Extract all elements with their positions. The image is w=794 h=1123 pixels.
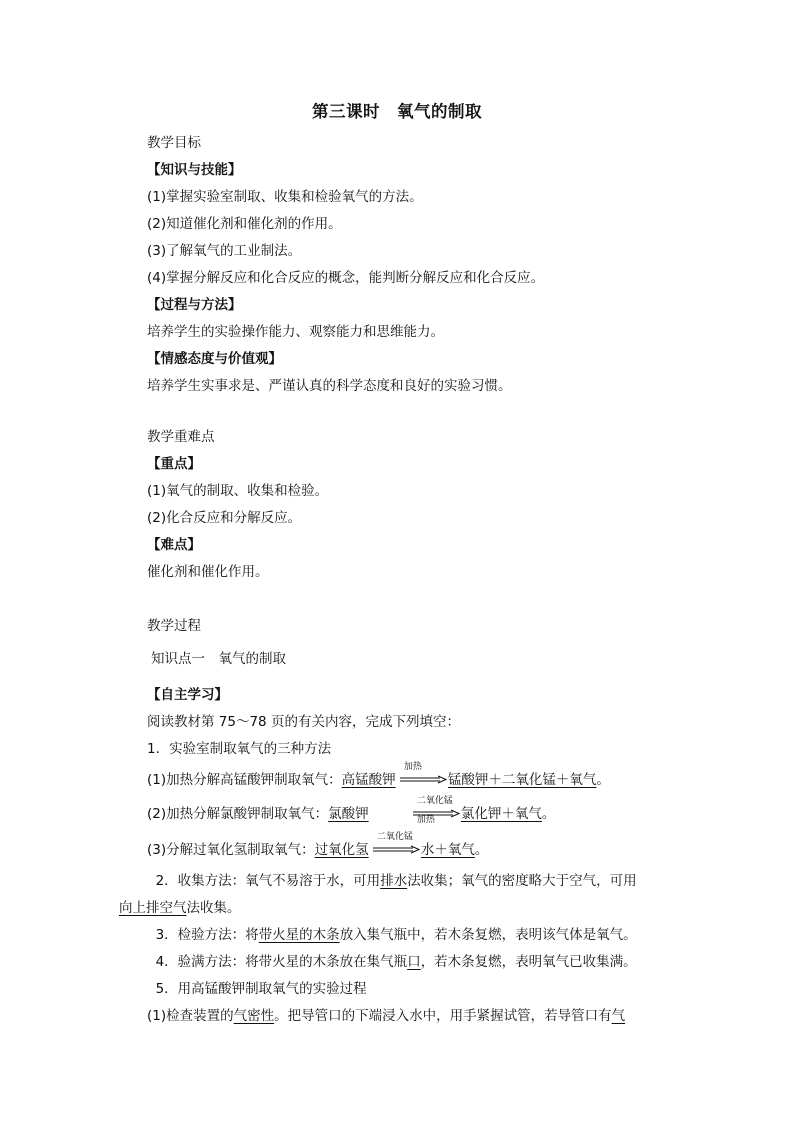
full-text-b: ，若木条复燃，表明氧气已收集满。 (420, 954, 637, 970)
knowledge-item-2: (2)知道催化剂和催化剂的作用。 (147, 216, 342, 232)
airtight-blank-1: 气密性 (233, 1008, 275, 1024)
section-heading-process: 教学过程 (147, 618, 201, 634)
method-3-products: 水＋氧气 (420, 842, 475, 858)
method-3-line (147, 832, 489, 859)
airtight-blank-2: 气 (611, 1008, 626, 1024)
method-2-reactant: 氯酸钾 (328, 806, 369, 822)
collection-text-a: 2．收集方法：氧气不易溶于水，可用 (155, 873, 381, 889)
reading-instruction: 阅读教材第 75～78 页的有关内容，完成下列填空： (147, 714, 460, 730)
full-text-a: 4．验满方法：将带火星的木条放在集气瓶 (155, 954, 408, 970)
heading-process: 【过程与方法】 (147, 297, 242, 313)
arrow-icon (373, 845, 421, 855)
arrow-2-condition-top: 二氧化锰 (416, 796, 453, 806)
test-blank: 带火星的木条 (258, 927, 340, 943)
method-2-line (147, 796, 556, 825)
collection-blank-2: 向上排空气 (119, 900, 187, 916)
airtight-check-line (147, 1007, 625, 1025)
key-point-1: (1)氧气的制取、收集和检验。 (147, 483, 329, 499)
arrow-icon (400, 775, 448, 785)
method-2-products: 氯化钾＋氧气 (460, 806, 542, 822)
method-1-line (147, 762, 610, 789)
method-2-end: 。 (541, 806, 556, 822)
emotion-text: 培养学生实事求是、严谨认真的科学态度和良好的实验习惯。 (147, 378, 512, 394)
test-method-line (147, 926, 637, 944)
heading-key-points: 【重点】 (147, 456, 201, 472)
collection-text-c: 法收集。 (186, 900, 241, 916)
arrow-icon (413, 809, 461, 819)
method-1-end: 。 (596, 772, 610, 788)
process-text: 培养学生的实验操作能力、观察能力和思维能力。 (147, 324, 444, 340)
method-1-products: 锰酸钾＋二氧化锰＋氧气 (447, 772, 597, 788)
page-title: 第三课时 氧气的制取 (312, 102, 482, 121)
test-text-a: 3．检验方法：将 (155, 927, 259, 943)
arrow-3-condition: 二氧化锰 (376, 832, 413, 842)
heading-knowledge: 【知识与技能】 (147, 162, 242, 178)
method-3-prefix: (3)分解过氧化氢制取氧气： (147, 842, 315, 858)
full-blank: 口 (407, 954, 421, 970)
collection-text-b: 法收集；氧气的密度略大于空气，可用 (407, 873, 637, 889)
heading-emotion: 【情感态度与价值观】 (147, 351, 282, 367)
reaction-arrow-3 (373, 832, 421, 859)
knowledge-point-heading: 知识点一 氧气的制取 (151, 651, 286, 667)
method-3-end: 。 (474, 842, 489, 858)
reaction-arrow-2 (413, 796, 461, 825)
airtight-text-b: 。把导管口的下端浸入水中，用手紧握试管，若导管口有 (274, 1008, 612, 1024)
method-3-reactant: 过氧化氢 (314, 842, 369, 858)
experiment-process-title (147, 980, 367, 998)
reaction-arrow-1 (400, 762, 448, 789)
collection-blank-1: 排水 (380, 873, 408, 889)
collection-line-1 (147, 872, 637, 890)
knowledge-item-1: (1)掌握实验室制取、收集和检验氧气的方法。 (147, 189, 423, 205)
knowledge-item-3: (3)了解氧气的工业制法。 (147, 243, 302, 259)
knowledge-item-4: (4)掌握分解反应和化合反应的概念，能判断分解反应和化合反应。 (147, 270, 545, 286)
method-1-reactant: 高锰酸钾 (341, 772, 396, 788)
arrow-1-condition: 加热 (403, 762, 422, 772)
section-heading-goals: 教学目标 (147, 135, 201, 151)
difficulty-text: 催化剂和催化作用。 (147, 564, 269, 580)
methods-title: 1．实验室制取氧气的三种方法 (147, 741, 332, 757)
arrow-2-condition-bottom: 加热 (416, 815, 435, 825)
section-heading-key: 教学重难点 (147, 429, 215, 445)
full-check-line (147, 953, 637, 971)
method-1-prefix: (1)加热分解高锰酸钾制取氧气： (147, 772, 342, 788)
experiment-title-text: 5．用高锰酸钾制取氧气的实验过程 (155, 981, 367, 997)
airtight-text-a: (1)检查装置的 (147, 1008, 234, 1024)
heading-self-study: 【自主学习】 (147, 687, 228, 703)
key-point-2: (2)化合反应和分解反应。 (147, 510, 302, 526)
method-2-prefix: (2)加热分解氯酸钾制取氧气： (147, 806, 329, 822)
heading-difficulty: 【难点】 (147, 537, 201, 553)
test-text-b: 放入集气瓶中，若木条复燃，表明该气体是氧气。 (339, 927, 637, 943)
collection-line-2 (119, 899, 241, 917)
